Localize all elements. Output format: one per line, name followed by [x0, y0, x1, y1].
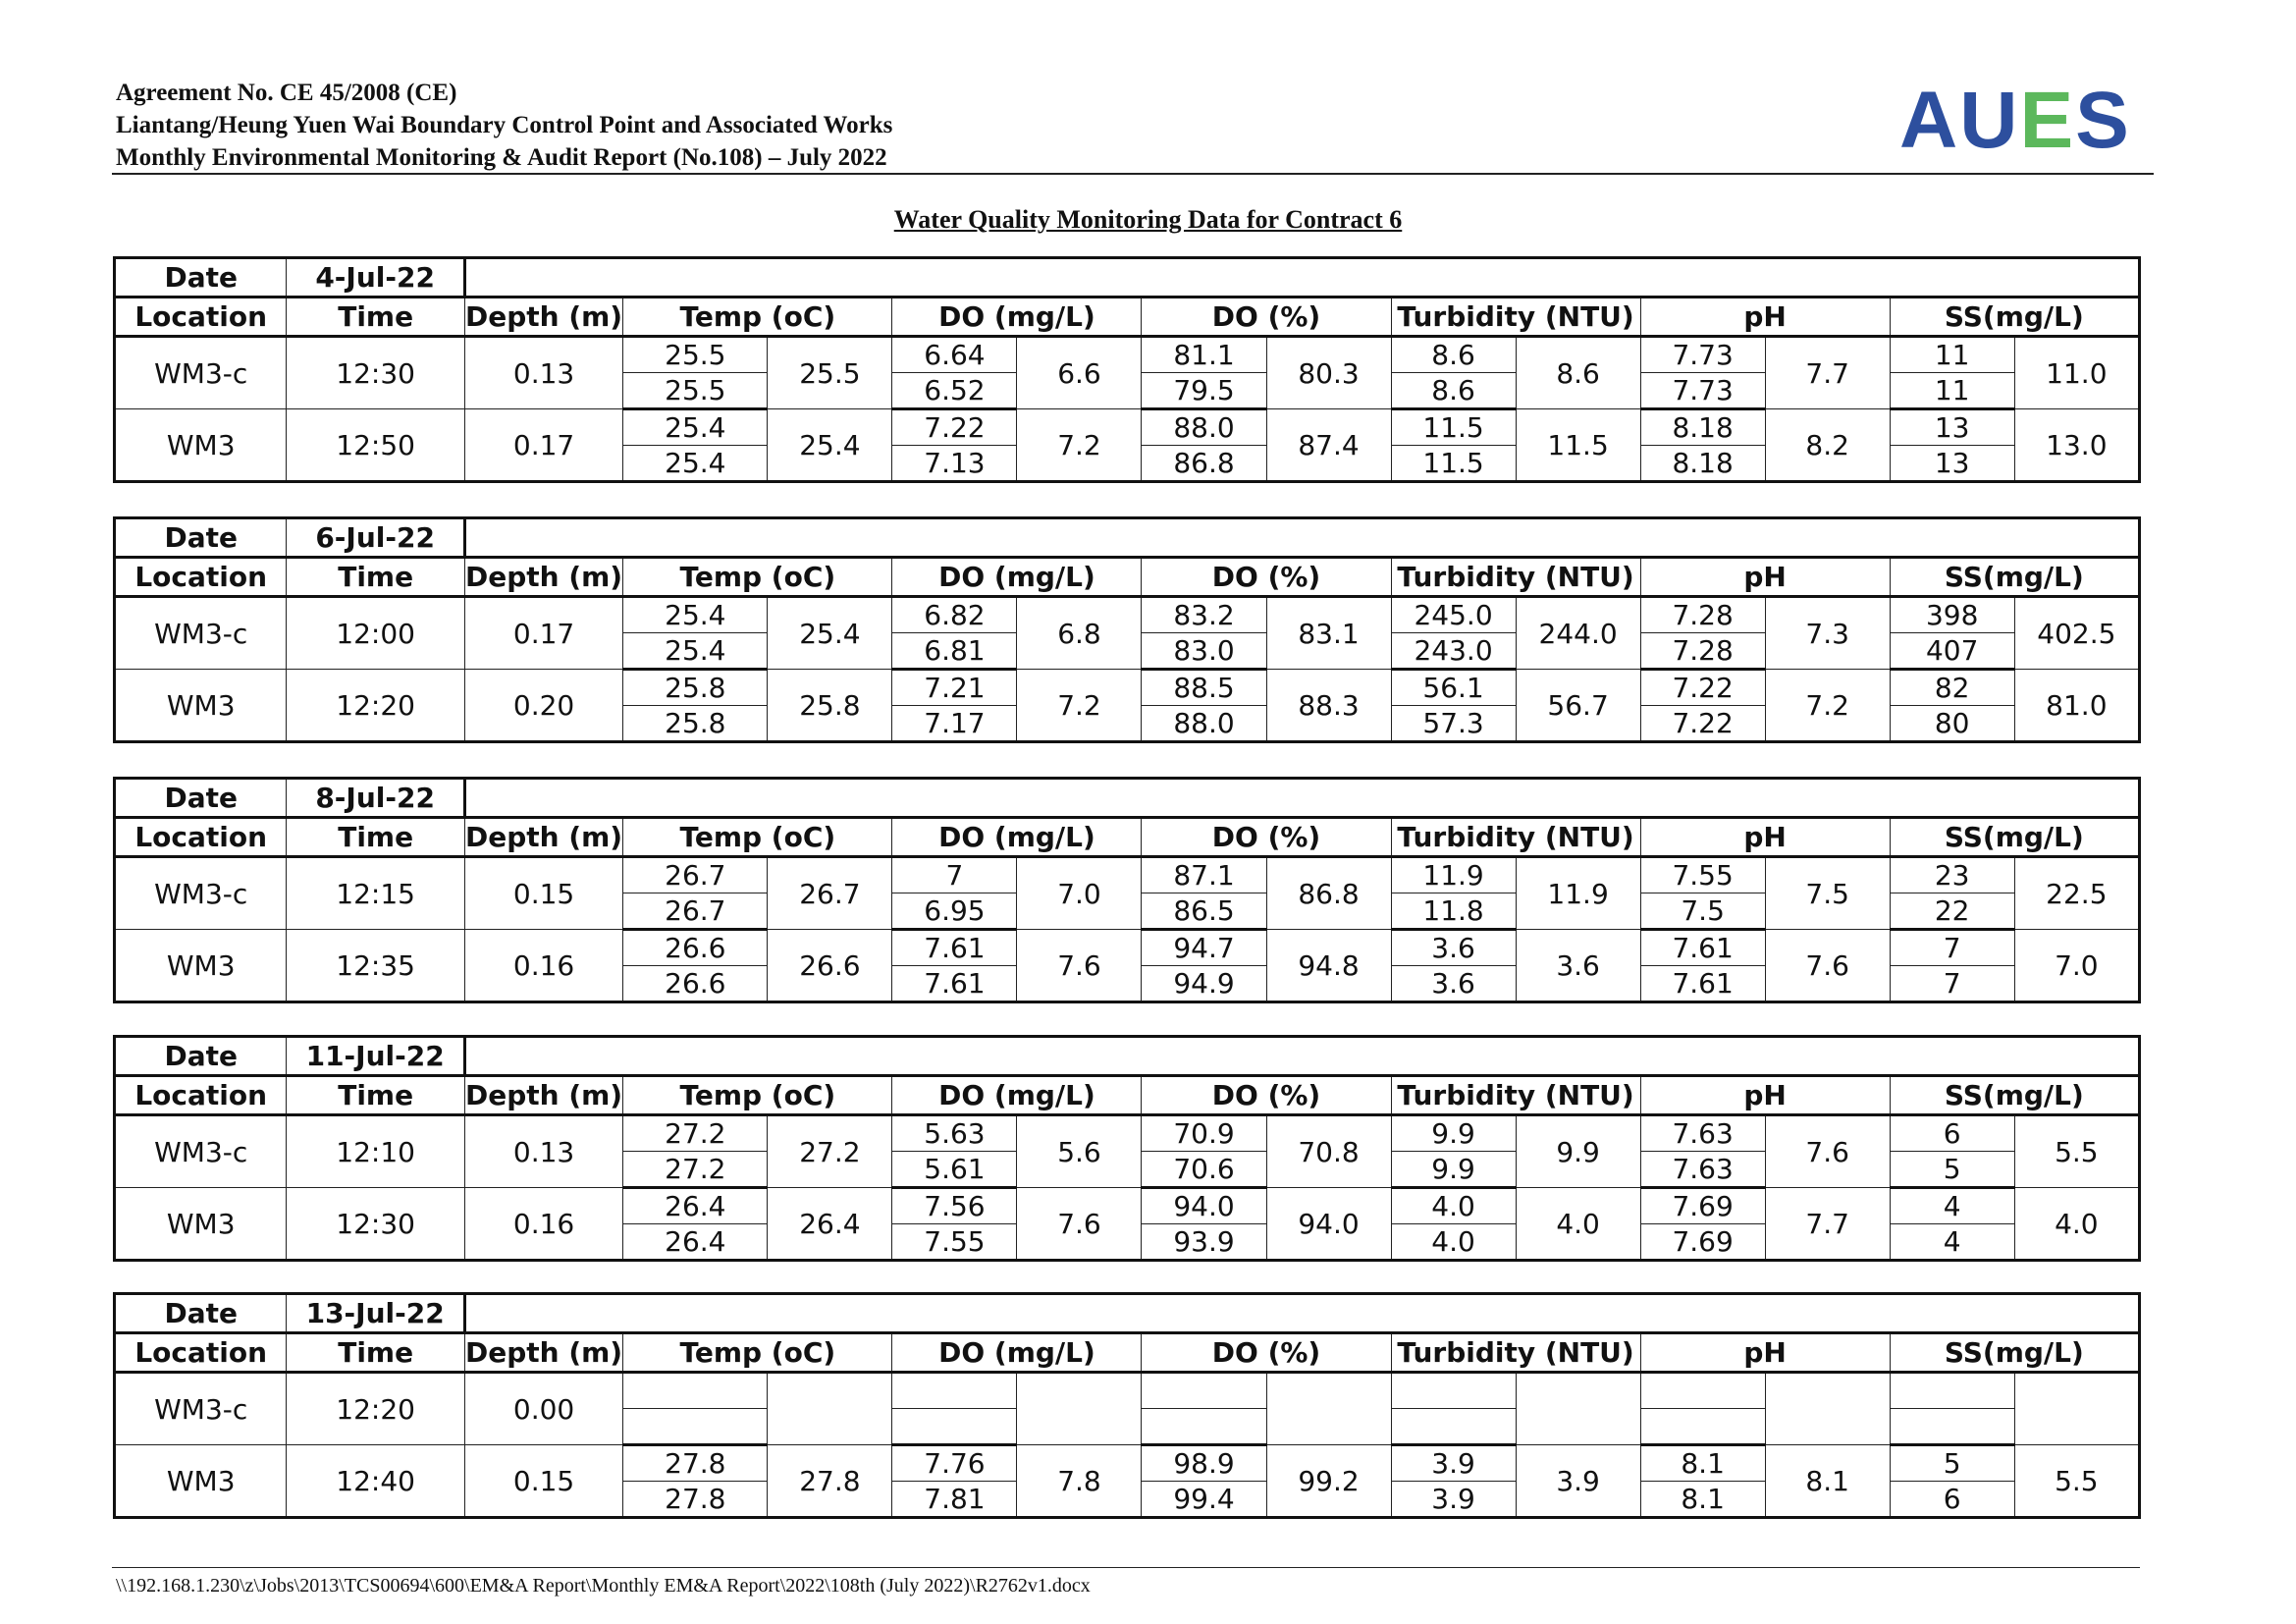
ss-reading-1: 23: [1890, 857, 2014, 893]
ss-average: 5.5: [2014, 1115, 2139, 1188]
ph-average: 7.6: [1765, 930, 1890, 1002]
ss-reading-1: 13: [1890, 409, 2014, 446]
temp-header: Temp (oC): [623, 818, 892, 857]
dop-reading-1: 88.5: [1142, 670, 1266, 706]
location-cell: WM3: [115, 409, 287, 482]
dop-reading-2: 86.5: [1142, 893, 1266, 930]
do-average: 6.8: [1017, 597, 1142, 670]
turbidity-header: Turbidity (NTU): [1391, 298, 1640, 337]
ss-reading-2: 7: [1890, 966, 2014, 1002]
dop-average: 94.8: [1266, 930, 1391, 1002]
temp-reading-1: 25.8: [623, 670, 768, 706]
dop-average: 94.0: [1266, 1188, 1391, 1261]
turbidity-header: Turbidity (NTU): [1391, 558, 1640, 597]
ph-reading-1: 7.28: [1640, 597, 1765, 633]
ss-reading-2: 80: [1890, 706, 2014, 742]
time-cell: 12:30: [287, 337, 464, 409]
ss-reading-1: 398: [1890, 597, 2014, 633]
do-average: 7.8: [1017, 1445, 1142, 1518]
temp-reading-1: [623, 1373, 768, 1409]
ph-reading-1: 7.63: [1640, 1115, 1765, 1152]
date-value: 6-Jul-22: [287, 518, 464, 558]
ss-reading-1: 4: [1890, 1188, 2014, 1224]
dop-reading-2: 79.5: [1142, 373, 1266, 409]
turb-reading-2: 3.9: [1391, 1482, 1516, 1518]
dop-reading-2: 94.9: [1142, 966, 1266, 1002]
do-reading-1: 7.56: [892, 1188, 1017, 1224]
turb-reading-2: 11.5: [1391, 446, 1516, 482]
do-mgl-header: DO (mg/L): [892, 1076, 1142, 1115]
temp-reading-2: 26.4: [623, 1224, 768, 1261]
ss-reading-1: [1890, 1373, 2014, 1409]
depth-header: Depth (m): [464, 818, 622, 857]
temp-reading-2: 25.4: [623, 633, 768, 670]
do-pct-header: DO (%): [1142, 818, 1391, 857]
date-label: Date: [115, 258, 287, 298]
temp-reading-2: 25.4: [623, 446, 768, 482]
location-header: Location: [115, 558, 287, 597]
time-header: Time: [287, 818, 464, 857]
dop-average: 99.2: [1266, 1445, 1391, 1518]
water-quality-table: [113, 516, 2141, 743]
do-pct-header: DO (%): [1142, 1333, 1391, 1373]
depth-header: Depth (m): [464, 298, 622, 337]
turb-average: 9.9: [1516, 1115, 1640, 1188]
time-cell: 12:50: [287, 409, 464, 482]
header-blank: [464, 1037, 2139, 1076]
location-cell: WM3: [115, 1188, 287, 1261]
temp-average: 27.8: [768, 1445, 892, 1518]
turb-average: [1516, 1373, 1640, 1445]
time-header: Time: [287, 298, 464, 337]
do-reading-2: 6.95: [892, 893, 1017, 930]
temp-reading-1: 27.8: [623, 1445, 768, 1482]
depth-cell: 0.15: [464, 857, 622, 930]
turb-reading-2: 11.8: [1391, 893, 1516, 930]
depth-header: Depth (m): [464, 1076, 622, 1115]
ph-header: pH: [1640, 1076, 1890, 1115]
turb-reading-1: 8.6: [1391, 337, 1516, 373]
dop-average: [1266, 1373, 1391, 1445]
header-blank: [464, 518, 2139, 558]
header-blank: [464, 1294, 2139, 1333]
do-reading-2: [892, 1409, 1017, 1445]
do-average: 7.2: [1017, 409, 1142, 482]
temp-reading-1: 25.5: [623, 337, 768, 373]
turb-reading-1: 245.0: [1391, 597, 1516, 633]
do-reading-1: 7.21: [892, 670, 1017, 706]
ss-reading-2: 6: [1890, 1482, 2014, 1518]
time-cell: 12:20: [287, 670, 464, 742]
turb-reading-1: 56.1: [1391, 670, 1516, 706]
dop-average: 86.8: [1266, 857, 1391, 930]
ph-average: 7.7: [1765, 1188, 1890, 1261]
temp-reading-2: 26.7: [623, 893, 768, 930]
ss-average: 13.0: [2014, 409, 2139, 482]
turb-reading-1: 9.9: [1391, 1115, 1516, 1152]
turb-average: 3.9: [1516, 1445, 1640, 1518]
ss-reading-2: 5: [1890, 1152, 2014, 1188]
turb-reading-2: [1391, 1409, 1516, 1445]
footer-divider: [112, 1567, 2140, 1568]
do-average: [1017, 1373, 1142, 1445]
ss-reading-2: 4: [1890, 1224, 2014, 1261]
ph-reading-2: 8.1: [1640, 1482, 1765, 1518]
do-reading-1: 7.76: [892, 1445, 1017, 1482]
turbidity-header: Turbidity (NTU): [1391, 818, 1640, 857]
temp-average: [768, 1373, 892, 1445]
do-reading-1: 6.64: [892, 337, 1017, 373]
dop-reading-2: 93.9: [1142, 1224, 1266, 1261]
ss-average: 22.5: [2014, 857, 2139, 930]
ss-reading-1: 82: [1890, 670, 2014, 706]
turb-reading-1: 3.6: [1391, 930, 1516, 966]
ph-reading-1: [1640, 1373, 1765, 1409]
temp-reading-1: 26.7: [623, 857, 768, 893]
header-divider: [112, 173, 2154, 175]
turbidity-header: Turbidity (NTU): [1391, 1333, 1640, 1373]
temp-reading-2: 27.2: [623, 1152, 768, 1188]
ss-reading-1: 7: [1890, 930, 2014, 966]
ph-average: 7.2: [1765, 670, 1890, 742]
depth-cell: 0.16: [464, 930, 622, 1002]
turb-average: 3.6: [1516, 930, 1640, 1002]
dop-average: 80.3: [1266, 337, 1391, 409]
ss-header: SS(mg/L): [1890, 1076, 2139, 1115]
turb-reading-2: 3.6: [1391, 966, 1516, 1002]
do-average: 7.6: [1017, 1188, 1142, 1261]
ph-header: pH: [1640, 818, 1890, 857]
location-cell: WM3: [115, 670, 287, 742]
ph-average: 7.3: [1765, 597, 1890, 670]
do-reading-2: 7.13: [892, 446, 1017, 482]
ss-reading-2: 11: [1890, 373, 2014, 409]
location-cell: WM3: [115, 1445, 287, 1518]
do-average: 6.6: [1017, 337, 1142, 409]
ss-average: 81.0: [2014, 670, 2139, 742]
temp-reading-1: 27.2: [623, 1115, 768, 1152]
temp-reading-2: 25.5: [623, 373, 768, 409]
ph-average: 7.7: [1765, 337, 1890, 409]
location-header: Location: [115, 818, 287, 857]
dop-reading-1: 70.9: [1142, 1115, 1266, 1152]
do-reading-2: 7.17: [892, 706, 1017, 742]
do-mgl-header: DO (mg/L): [892, 1333, 1142, 1373]
do-reading-1: 7.61: [892, 930, 1017, 966]
ss-header: SS(mg/L): [1890, 558, 2139, 597]
turb-reading-2: 8.6: [1391, 373, 1516, 409]
temp-reading-1: 26.6: [623, 930, 768, 966]
ss-average: 402.5: [2014, 597, 2139, 670]
date-label: Date: [115, 518, 287, 558]
ph-reading-2: 7.63: [1640, 1152, 1765, 1188]
ph-reading-2: 7.28: [1640, 633, 1765, 670]
time-cell: 12:20: [287, 1373, 464, 1445]
depth-cell: 0.20: [464, 670, 622, 742]
time-cell: 12:15: [287, 857, 464, 930]
do-pct-header: DO (%): [1142, 298, 1391, 337]
ss-header: SS(mg/L): [1890, 298, 2139, 337]
do-reading-2: 6.52: [892, 373, 1017, 409]
ph-reading-1: 7.73: [1640, 337, 1765, 373]
turb-average: 8.6: [1516, 337, 1640, 409]
ss-average: [2014, 1373, 2139, 1445]
do-reading-2: 7.61: [892, 966, 1017, 1002]
do-reading-2: 7.55: [892, 1224, 1017, 1261]
date-label: Date: [115, 1294, 287, 1333]
temp-average: 25.4: [768, 409, 892, 482]
time-cell: 12:00: [287, 597, 464, 670]
dop-reading-2: 88.0: [1142, 706, 1266, 742]
dop-average: 70.8: [1266, 1115, 1391, 1188]
location-cell: WM3-c: [115, 1115, 287, 1188]
dop-reading-1: 87.1: [1142, 857, 1266, 893]
temp-reading-1: 25.4: [623, 409, 768, 446]
temp-average: 25.5: [768, 337, 892, 409]
do-pct-header: DO (%): [1142, 1076, 1391, 1115]
depth-cell: 0.13: [464, 337, 622, 409]
dop-reading-1: 88.0: [1142, 409, 1266, 446]
ss-reading-1: 5: [1890, 1445, 2014, 1482]
ss-average: 4.0: [2014, 1188, 2139, 1261]
dop-reading-1: [1142, 1373, 1266, 1409]
temp-header: Temp (oC): [623, 298, 892, 337]
ss-header: SS(mg/L): [1890, 818, 2139, 857]
ph-reading-1: 7.22: [1640, 670, 1765, 706]
water-quality-table: [113, 777, 2141, 1003]
dop-reading-2: 99.4: [1142, 1482, 1266, 1518]
turb-average: 56.7: [1516, 670, 1640, 742]
turbidity-header: Turbidity (NTU): [1391, 1076, 1640, 1115]
ph-reading-2: 8.18: [1640, 446, 1765, 482]
temp-average: 25.8: [768, 670, 892, 742]
turb-reading-1: 4.0: [1391, 1188, 1516, 1224]
dop-reading-1: 83.2: [1142, 597, 1266, 633]
do-reading-1: 5.63: [892, 1115, 1017, 1152]
ph-reading-1: 8.1: [1640, 1445, 1765, 1482]
ss-reading-2: [1890, 1409, 2014, 1445]
ph-reading-1: 8.18: [1640, 409, 1765, 446]
depth-cell: 0.15: [464, 1445, 622, 1518]
temp-average: 26.7: [768, 857, 892, 930]
ss-reading-1: 6: [1890, 1115, 2014, 1152]
ph-average: 8.2: [1765, 409, 1890, 482]
turb-average: 244.0: [1516, 597, 1640, 670]
ph-reading-1: 7.55: [1640, 857, 1765, 893]
ss-average: 7.0: [2014, 930, 2139, 1002]
temp-reading-2: 27.8: [623, 1482, 768, 1518]
ph-reading-1: 7.69: [1640, 1188, 1765, 1224]
turb-reading-1: 11.9: [1391, 857, 1516, 893]
date-value: 4-Jul-22: [287, 258, 464, 298]
temp-average: 25.4: [768, 597, 892, 670]
do-reading-2: 7.81: [892, 1482, 1017, 1518]
turb-reading-1: 3.9: [1391, 1445, 1516, 1482]
header-blank: [464, 258, 2139, 298]
dop-reading-1: 98.9: [1142, 1445, 1266, 1482]
dop-average: 87.4: [1266, 409, 1391, 482]
water-quality-table: [113, 1292, 2141, 1519]
dop-average: 83.1: [1266, 597, 1391, 670]
ph-header: pH: [1640, 1333, 1890, 1373]
turb-average: 11.9: [1516, 857, 1640, 930]
turb-reading-2: 243.0: [1391, 633, 1516, 670]
date-value: 13-Jul-22: [287, 1294, 464, 1333]
dop-reading-1: 94.7: [1142, 930, 1266, 966]
report-header: [116, 77, 1610, 174]
turb-reading-2: 9.9: [1391, 1152, 1516, 1188]
temp-reading-1: 25.4: [623, 597, 768, 633]
temp-average: 27.2: [768, 1115, 892, 1188]
temp-average: 26.4: [768, 1188, 892, 1261]
dop-reading-2: 70.6: [1142, 1152, 1266, 1188]
dop-reading-1: 94.0: [1142, 1188, 1266, 1224]
water-quality-table: [113, 256, 2141, 483]
turb-average: 4.0: [1516, 1188, 1640, 1261]
location-header: Location: [115, 1076, 287, 1115]
ph-reading-2: 7.73: [1640, 373, 1765, 409]
dop-reading-2: 83.0: [1142, 633, 1266, 670]
depth-cell: 0.17: [464, 409, 622, 482]
do-reading-1: 7.22: [892, 409, 1017, 446]
ph-average: [1765, 1373, 1890, 1445]
dop-reading-1: 81.1: [1142, 337, 1266, 373]
time-cell: 12:35: [287, 930, 464, 1002]
project-name: Liantang/Heung Yuen Wai Boundary Control Point and Associated Works: [116, 112, 893, 138]
location-cell: WM3-c: [115, 1373, 287, 1445]
report-title: Monthly Environmental Monitoring & Audit Report (No.108) – July 2022: [116, 144, 887, 171]
ph-average: 7.6: [1765, 1115, 1890, 1188]
dop-reading-2: [1142, 1409, 1266, 1445]
date-label: Date: [115, 779, 287, 818]
do-mgl-header: DO (mg/L): [892, 298, 1142, 337]
dop-average: 88.3: [1266, 670, 1391, 742]
header-blank: [464, 779, 2139, 818]
ss-header: SS(mg/L): [1890, 1333, 2139, 1373]
ph-average: 8.1: [1765, 1445, 1890, 1518]
location-cell: WM3-c: [115, 857, 287, 930]
location-header: Location: [115, 298, 287, 337]
location-cell: WM3: [115, 930, 287, 1002]
ph-reading-1: 7.61: [1640, 930, 1765, 966]
ph-header: pH: [1640, 298, 1890, 337]
ss-reading-1: 11: [1890, 337, 2014, 373]
do-reading-1: 6.82: [892, 597, 1017, 633]
temp-header: Temp (oC): [623, 558, 892, 597]
turb-average: 11.5: [1516, 409, 1640, 482]
depth-header: Depth (m): [464, 558, 622, 597]
temp-reading-2: 26.6: [623, 966, 768, 1002]
aues-logo: AUES: [1899, 76, 2131, 165]
ph-reading-2: 7.22: [1640, 706, 1765, 742]
time-header: Time: [287, 1333, 464, 1373]
do-reading-2: 5.61: [892, 1152, 1017, 1188]
date-value: 11-Jul-22: [287, 1037, 464, 1076]
dop-reading-2: 86.8: [1142, 446, 1266, 482]
do-average: 7.2: [1017, 670, 1142, 742]
do-average: 7.0: [1017, 857, 1142, 930]
do-reading-2: 6.81: [892, 633, 1017, 670]
temp-header: Temp (oC): [623, 1076, 892, 1115]
do-mgl-header: DO (mg/L): [892, 558, 1142, 597]
temp-header: Temp (oC): [623, 1333, 892, 1373]
ph-reading-2: 7.61: [1640, 966, 1765, 1002]
turb-reading-1: [1391, 1373, 1516, 1409]
ph-reading-2: 7.5: [1640, 893, 1765, 930]
location-cell: WM3-c: [115, 337, 287, 409]
location-header: Location: [115, 1333, 287, 1373]
do-reading-1: [892, 1373, 1017, 1409]
temp-average: 26.6: [768, 930, 892, 1002]
do-reading-1: 7: [892, 857, 1017, 893]
date-value: 8-Jul-22: [287, 779, 464, 818]
depth-cell: 0.16: [464, 1188, 622, 1261]
ss-reading-2: 22: [1890, 893, 2014, 930]
depth-cell: 0.17: [464, 597, 622, 670]
time-header: Time: [287, 558, 464, 597]
depth-cell: 0.00: [464, 1373, 622, 1445]
ss-average: 5.5: [2014, 1445, 2139, 1518]
do-pct-header: DO (%): [1142, 558, 1391, 597]
date-label: Date: [115, 1037, 287, 1076]
ph-header: pH: [1640, 558, 1890, 597]
ph-average: 7.5: [1765, 857, 1890, 930]
ss-average: 11.0: [2014, 337, 2139, 409]
temp-reading-2: 25.8: [623, 706, 768, 742]
ph-reading-2: 7.69: [1640, 1224, 1765, 1261]
do-average: 7.6: [1017, 930, 1142, 1002]
footer-file-path: \\192.168.1.230\z\Jobs\2013\TCS00694\600\EM&A Report\Monthly EM&A Report\2022\108th (July 2022)\R2762v1.docx: [116, 1575, 1091, 1597]
do-mgl-header: DO (mg/L): [892, 818, 1142, 857]
depth-header: Depth (m): [464, 1333, 622, 1373]
ss-reading-2: 13: [1890, 446, 2014, 482]
do-average: 5.6: [1017, 1115, 1142, 1188]
turb-reading-2: 57.3: [1391, 706, 1516, 742]
time-header: Time: [287, 1076, 464, 1115]
turb-reading-2: 4.0: [1391, 1224, 1516, 1261]
time-cell: 12:30: [287, 1188, 464, 1261]
agreement-number: Agreement No. CE 45/2008 (CE): [116, 80, 457, 106]
ss-reading-2: 407: [1890, 633, 2014, 670]
location-cell: WM3-c: [115, 597, 287, 670]
temp-reading-1: 26.4: [623, 1188, 768, 1224]
page-title: Water Quality Monitoring Data for Contract 6: [893, 205, 1403, 234]
water-quality-table: [113, 1035, 2141, 1262]
ph-reading-2: [1640, 1409, 1765, 1445]
turb-reading-1: 11.5: [1391, 409, 1516, 446]
time-cell: 12:10: [287, 1115, 464, 1188]
depth-cell: 0.13: [464, 1115, 622, 1188]
time-cell: 12:40: [287, 1445, 464, 1518]
temp-reading-2: [623, 1409, 768, 1445]
